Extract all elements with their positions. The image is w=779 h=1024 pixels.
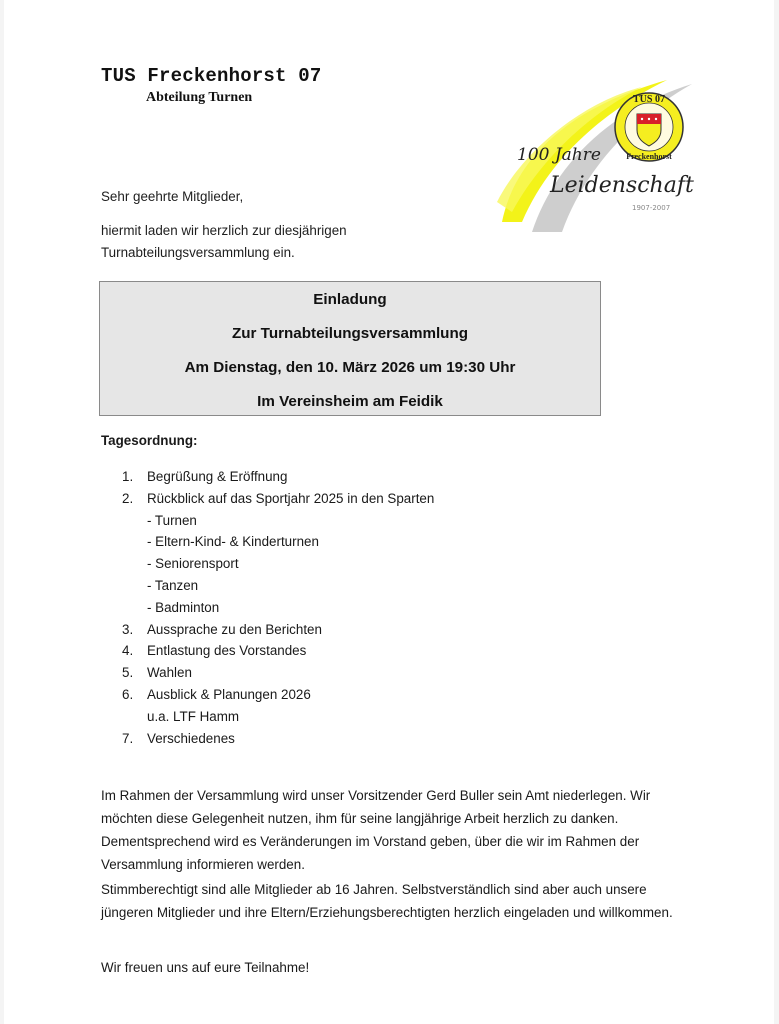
agenda-item-number: 4. [122, 643, 134, 659]
logo-text-leidenschaft: Leidenschaft [550, 173, 694, 198]
intro-text [101, 220, 481, 264]
agenda-item-number: 2. [122, 490, 134, 506]
invitation-subtitle: Zur Turnabteilungsversammlung [232, 325, 468, 342]
agenda-item-text: Verschiedenes [147, 730, 235, 746]
agenda-item-number: 7. [122, 730, 134, 746]
agenda-item-number [122, 531, 147, 553]
agenda-item-text: Wahlen [147, 665, 192, 681]
agenda-item-number [122, 597, 147, 619]
intro-line: hiermit laden wir herzlich zur diesjährigen [101, 223, 347, 238]
agenda-item [122, 619, 434, 641]
document-page [4, 0, 774, 1024]
club-badge-icon [615, 93, 683, 161]
agenda-item-number: 1. [122, 469, 134, 484]
agenda-item [122, 728, 434, 750]
agenda-item-number [122, 575, 147, 597]
agenda-item-text: - Badminton [147, 599, 220, 615]
agenda-item-text: Aussprache zu den Berichten [147, 621, 322, 637]
badge-bottom-text: Freckenhorst [626, 152, 672, 161]
paragraph-voting: Stimmberechtigt sind alle Mitglieder ab 16 Jahren. Selbstverständlich sind aber auch unsere jüngeren Mitglieder und ihre Eltern/Erziehungsberechtigten herzlich eingeladen und willkommen. [101, 882, 673, 920]
agenda-item [122, 510, 434, 532]
paragraph-closing: Wir freuen uns auf eure Teilnahme! [101, 960, 310, 975]
agenda-item-text: - Seniorensport [147, 556, 239, 572]
invitation-title: Einladung [313, 291, 387, 308]
agenda-item-text: Rückblick auf das Sportjahr 2025 in den Sparten [147, 490, 435, 506]
agenda-item-number: 5. [122, 665, 134, 681]
salutation: Sehr geehrte Mitglieder, [101, 189, 244, 204]
agenda-item-number: 6. [122, 686, 134, 702]
agenda-item [122, 640, 434, 662]
agenda-item [122, 466, 434, 488]
agenda-item-text: - Tanzen [147, 577, 199, 593]
invitation-location: Im Vereinsheim am Feidik [257, 393, 443, 410]
department-name: Abteilung Turnen [146, 90, 253, 105]
club-name: TUS Freckenhorst 07 [101, 65, 322, 87]
agenda-item [122, 597, 434, 619]
agenda-title: Tagesordnung: [101, 433, 198, 448]
agenda-item-number [122, 706, 147, 728]
agenda-item [122, 531, 434, 553]
logo-text-100-jahre: 100 Jahre [517, 145, 601, 165]
agenda-item-text: - Eltern-Kind- & Kinderturnen [147, 534, 319, 550]
agenda-item-text: u.a. LTF Hamm [147, 708, 240, 724]
agenda-item [122, 553, 434, 575]
agenda-item [122, 684, 434, 706]
agenda-item [122, 662, 434, 684]
intro-line: Turnabteilungsversammlung ein. [101, 245, 295, 260]
agenda-item [122, 575, 434, 597]
logo-years: 1907-2007 [632, 204, 671, 212]
badge-top-text: TUS 07 [633, 94, 665, 105]
invitation-date: Am Dienstag, den 10. März 2026 um 19:30 Uhr [184, 359, 516, 376]
agenda-item-number [122, 553, 147, 575]
agenda-item-text: Begrüßung & Eröffnung [147, 469, 288, 484]
agenda-item-text: - Turnen [147, 512, 197, 528]
agenda-item-number [122, 510, 147, 532]
club-anniversary-logo [492, 72, 697, 237]
agenda-item-number: 3. [122, 621, 134, 637]
paragraph-resignation: Im Rahmen der Versammlung wird unser Vorsitzender Gerd Buller sein Amt niederlegen. Wir möchten diese Gelegenheit nutzen, ihm für seine langjährige Arbeit herzlich zu danken. Dementsprechend wird es Veränderungen im Vorstand geben, über die wir im Rahmen der Versammlung informieren werden. [101, 788, 651, 872]
invitation-box [99, 281, 601, 416]
agenda-item [122, 706, 434, 728]
agenda-item-text: Entlastung des Vorstandes [147, 643, 307, 659]
agenda-list [122, 466, 434, 749]
agenda-item-text: Ausblick & Planungen 2026 [147, 686, 311, 702]
agenda-item [122, 488, 434, 510]
